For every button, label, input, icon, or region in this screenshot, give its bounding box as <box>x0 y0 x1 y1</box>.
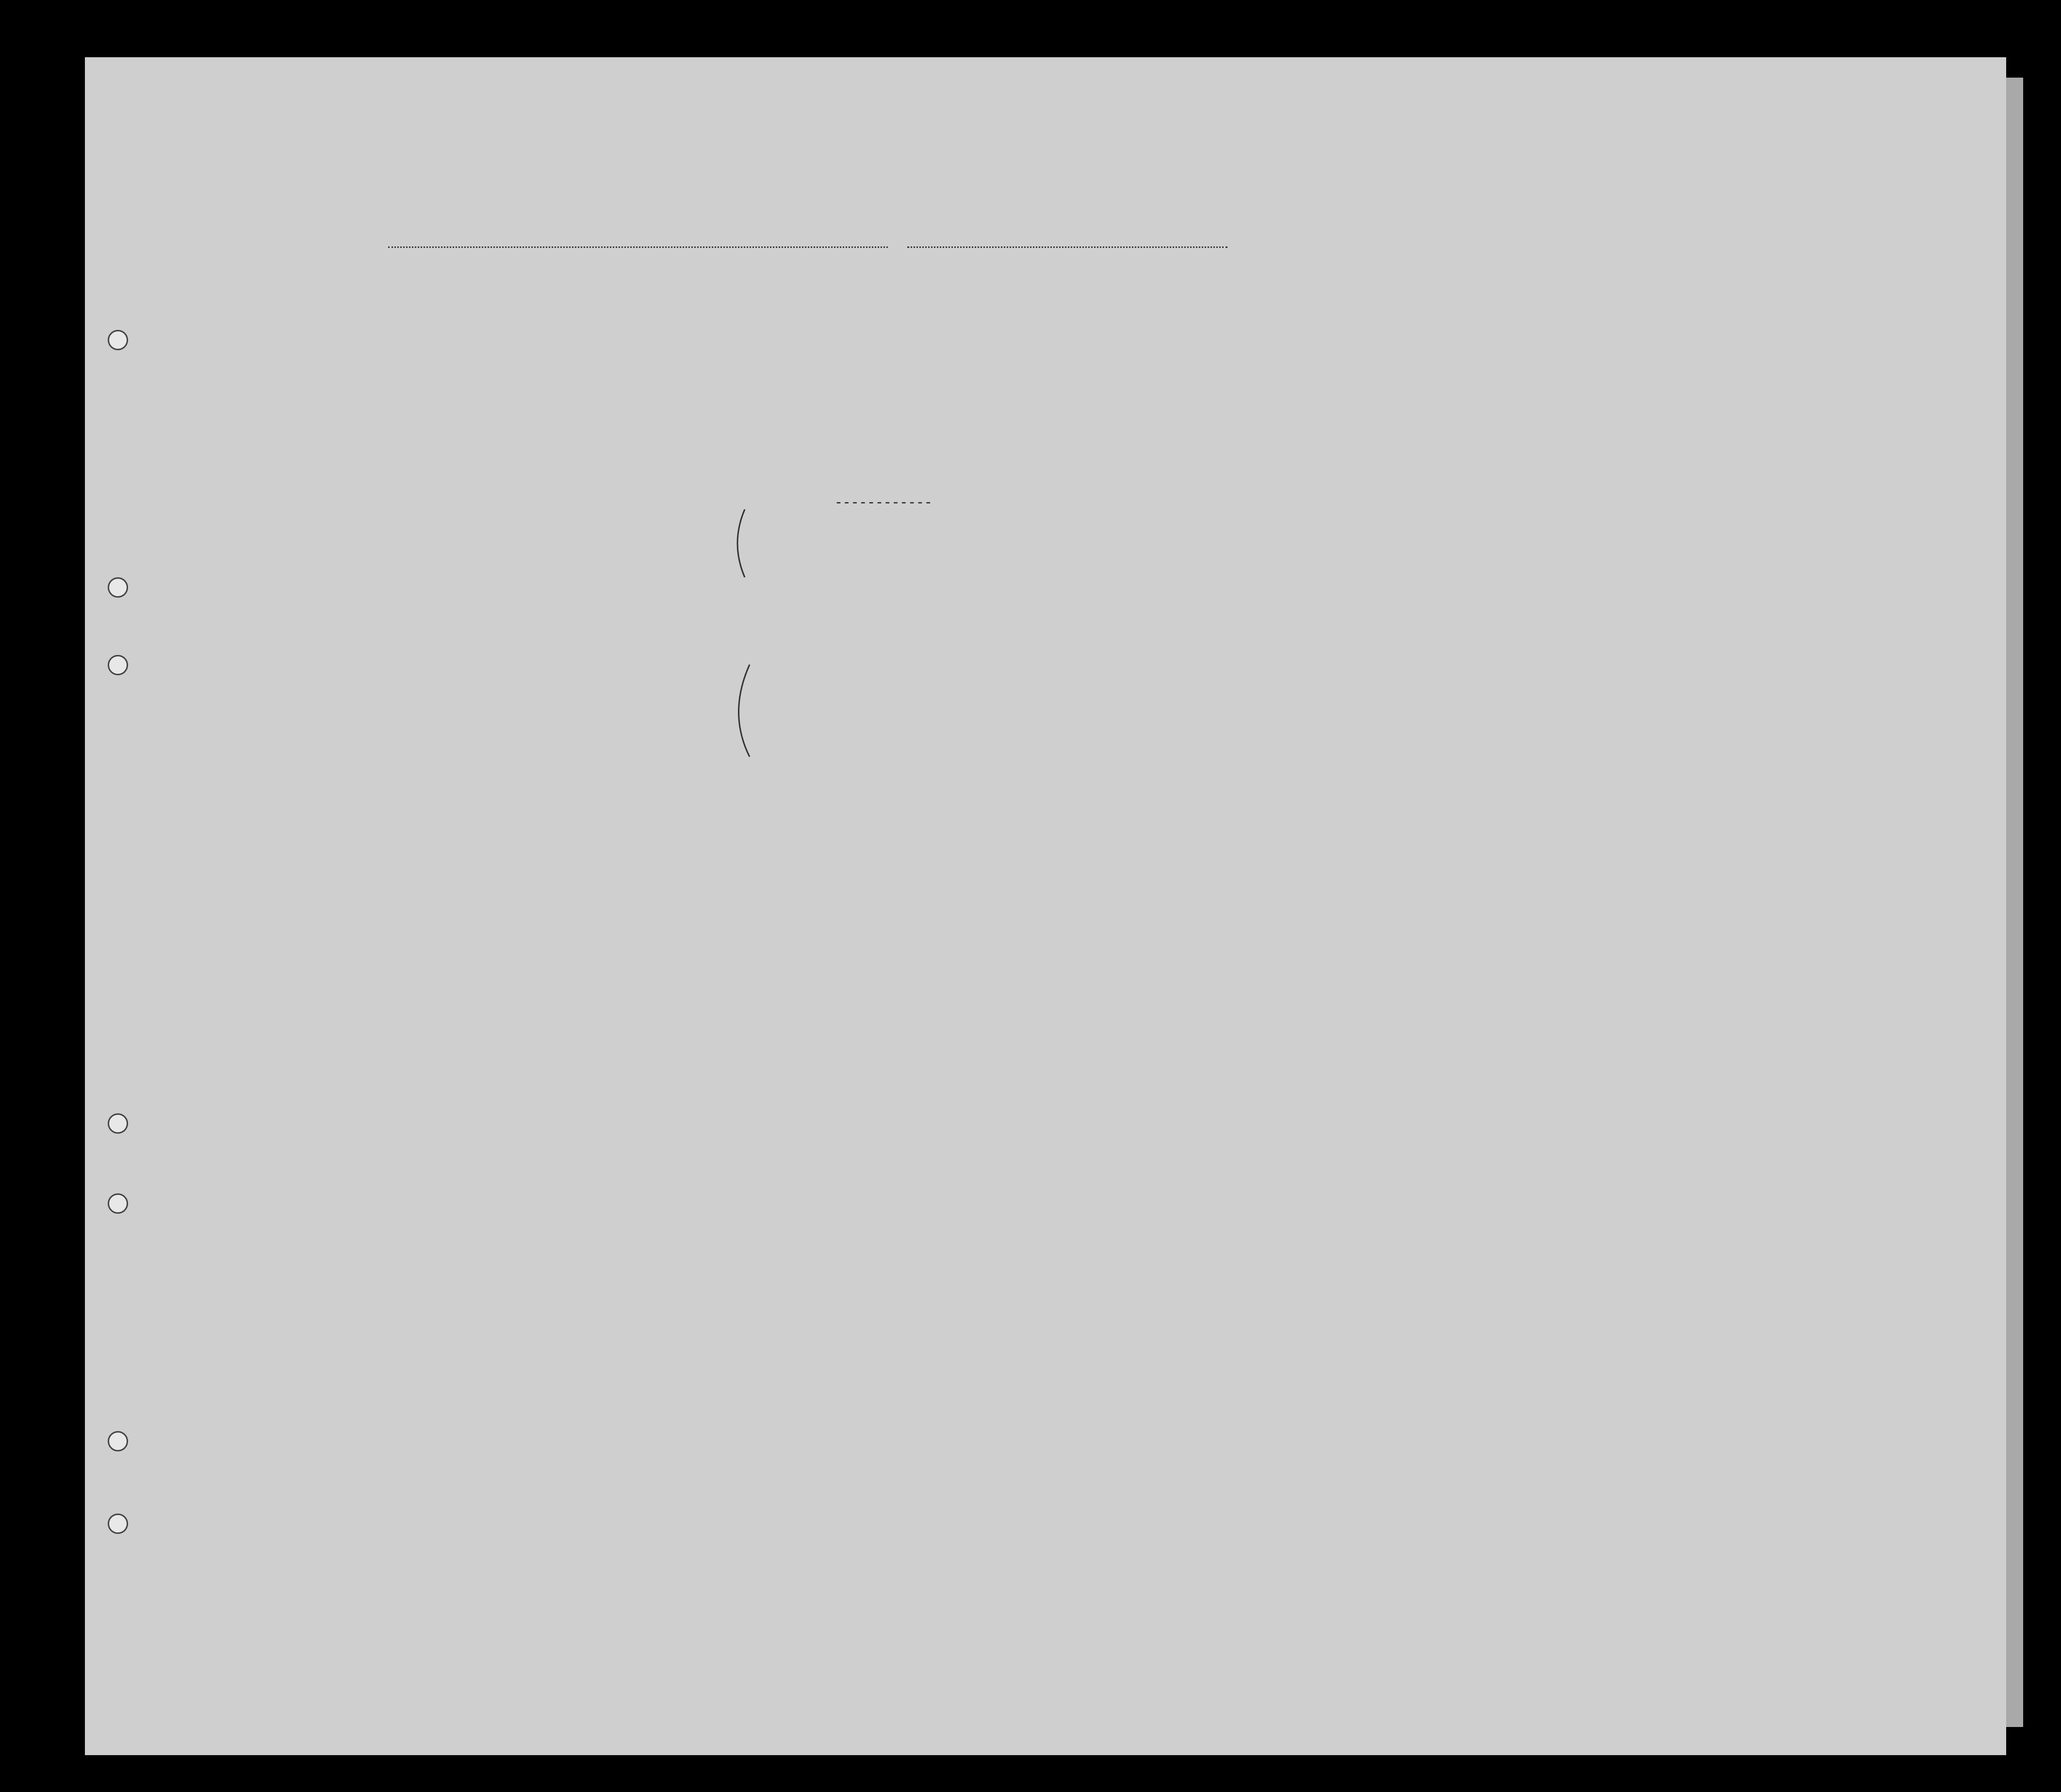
r1-dashes: ------------ <box>834 496 932 511</box>
